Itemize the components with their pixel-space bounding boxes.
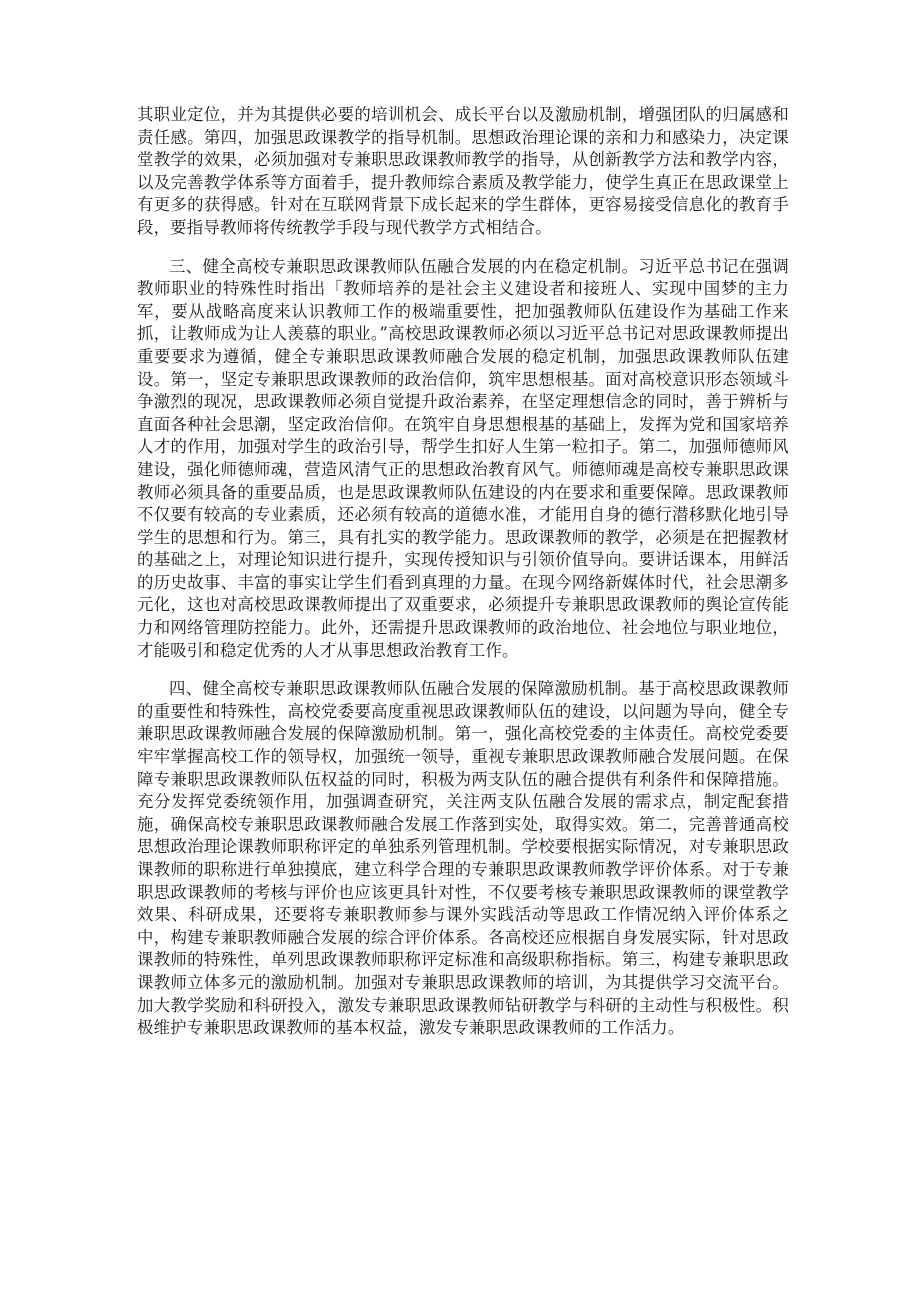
paragraph-continuation: 其职业定位，并为其提供必要的培训机会、成长平台以及激励机制，增强团队的归属感和责任感。第四，加强思政课教学的指导机制。思想政治理论课的亲和力和感染力，决定课堂教学的效果，必须加强对专兼职思政课教师教学的指导，从创新教学方法和教学内容，以及完善教学体系等方面着手，提升教师综合素质及教学能力，使学生真正在思政课堂上有更多的获得感。针对在互联网背景下成长起来的学生群体，更容易接受信息化的教育手段，要指导教师将传统教学手段与现代教学方式相结合。 <box>137 105 789 237</box>
paragraph-section-four: 四、健全高校专兼职思政课教师队伍融合发展的保障激励机制。基于高校思政课教师的重要性和特殊性，高校党委要高度重视思政课教师队伍的建设，以问题为导向，健全专兼职思政课教师融合发展的保障激励机制。第一，强化高校党委的主体责任。高校党委要牢牢掌握高校工作的领导权，加强统一领导，重视专兼职思政课教师融合发展问题。在保障专兼职思政课教师队伍权益的同时，积极为两支队伍的融合提供有利条件和保障措施。充分发挥党委统领作用，加强调查研究，关注两支队伍融合发展的需求点，制定配套措施，确保高校专兼职思政课教师融合发展工作落到实处，取得实效。第二，完善普通高校思想政治理论课教师职称评定的单独系列管理机制。学校要根据实际情况，对专兼职思政课教师的职称进行单独摸底，建立科学合理的专兼职思政课教师教学评价体系。对于专兼职思政课教师的考核与评价也应该更具针对性，不仅要考核专兼职思政课教师的课堂教学效果、科研成果，还要将专兼职教师参与课外实践活动等思政工作情况纳入评价体系之中，构建专兼职教师融合发展的综合评价体系。各高校还应根据自身发展实际，针对思政课教师的特殊性，单列思政课教师职称评定标准和高级职称指标。第三，构建专兼职思政课教师立体多元的激励机制。加强对专兼职思政课教师的培训，为其提供学习交流平台。加大教学奖励和科研投入，激发专兼职思政课教师钻研教学与科研的主动性与积极性。积极维护专兼职思政课教师的基本权益，激发专兼职思政课教师的工作活力。 <box>137 679 789 1038</box>
paragraph-section-three: 三、健全高校专兼职思政课教师队伍融合发展的内在稳定机制。习近平总书记在强调教师职业的特殊性时指出「教师培养的是社会主义建设者和接班人、实现中国梦的主力军，要从战略高度来认识教师工作的极端重要性，把加强教师队伍建设作为基础工作来抓，让教师成为让人羡慕的职业。”高校思政课教师必须以习近平总书记对思政课教师提出重要要求为遵循，健全专兼职思政课教师融合发展的稳定机制，加强思政课教师队伍建设。第一，坚定专兼职思政课教师的政治信仰，筑牢思想根基。面对高校意识形态领域斗争激烈的现况，思政课教师必须自觉提升政治素养，在坚定理想信念的同时，善于辨析与直面各种社会思潮，坚定政治信仰。在筑牢自身思想根基的基础上，发挥为党和国家培养人才的作用，加强对学生的政治引导，帮学生扣好人生第一粒扣子。第二，加强师德师风建设，强化师德师魂，营造风清气正的思想政治教育风气。师德师魂是高校专兼职思政课教师必须具备的重要品质，也是思政课教师队伍建设的内在要求和重要保障。思政课教师不仅要有较高的专业素质，还必须有较高的道德水准，才能用自身的德行潜移默化地引导学生的思想和行为。第三，具有扎实的教学能力。思政课教师的教学，必须是在把握教材的基础之上，对理论知识进行提升，实现传授知识与引领价值导向。要讲话课本，用鲜活的历史故事、丰富的事实让学生们看到真理的力量。在现今网络新媒体时代，社会思潮多元化，这也对高校思政课教师提出了双重要求，必须提升专兼职思政课教师的舆论宣传能力和网络管理防控能力。此外，还需提升思政课教师的政治地位、社会地位与职业地位，才能吸引和稳定优秀的人才从事思想政治教育工作。 <box>137 256 789 660</box>
document-body <box>137 104 789 1040</box>
